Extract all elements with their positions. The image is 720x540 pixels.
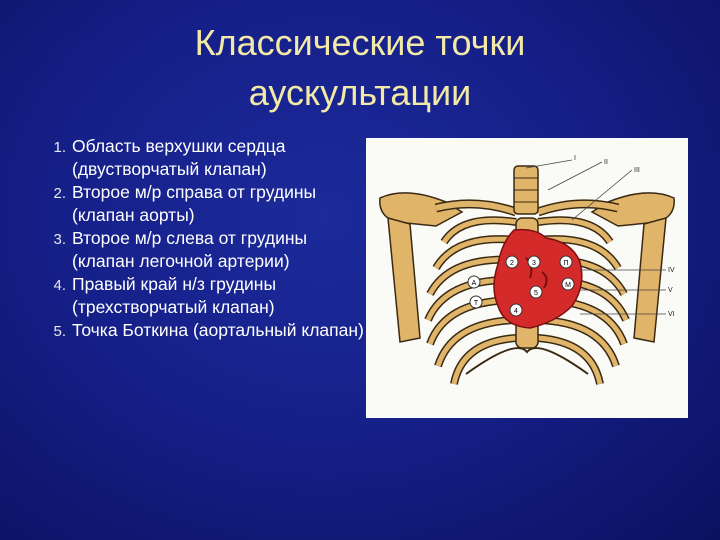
- costal-arch: [466, 348, 588, 374]
- ribcage-heart-diagram: [366, 138, 688, 418]
- list-text: Область верхушки сердца (двустворчатый клапан): [72, 136, 286, 179]
- point-label: M: [565, 282, 571, 289]
- list-number: 4.: [53, 277, 66, 294]
- point-label: 4: [514, 308, 518, 315]
- rib-label: II: [604, 159, 608, 166]
- list-text: Второе м/р справа от грудины (клапан аорты): [72, 182, 317, 225]
- list-number: 1.: [53, 139, 66, 156]
- point-label: П: [563, 260, 569, 267]
- rib-label: V: [668, 287, 673, 294]
- list-item: [38, 227, 368, 273]
- list-text: Точка Боткина (аортальный клапан): [72, 320, 364, 340]
- slide-title: [110, 18, 610, 118]
- auscultation-points-list: [38, 135, 368, 342]
- rib-label: IV: [668, 267, 675, 274]
- rib-label: VI: [668, 311, 675, 318]
- list-item: [38, 135, 368, 181]
- list-item: [38, 273, 368, 319]
- list-number: 2.: [53, 185, 66, 202]
- list-number: 5.: [53, 323, 66, 340]
- list-text: Правый край н/з грудины (трехстворчатый клапан): [72, 274, 277, 317]
- point-label: T: [473, 300, 479, 307]
- right-arm: [634, 218, 666, 342]
- point-label: A: [471, 280, 477, 287]
- title-line-2: аускультации: [248, 72, 472, 113]
- left-arm: [388, 218, 420, 342]
- list-item: [38, 319, 368, 342]
- rib-label: III: [634, 167, 640, 174]
- list-item: [38, 181, 368, 227]
- rib-label: I: [574, 155, 576, 162]
- chest-illustration: [366, 138, 688, 418]
- list-number: 3.: [53, 231, 66, 248]
- point-label: 3: [532, 260, 536, 267]
- title-line-1: Классические точки: [194, 22, 526, 63]
- point-label: 5: [534, 290, 538, 297]
- point-label: 2: [510, 260, 514, 267]
- list-text: Второе м/р слева от грудины (клапан легочной артерии): [72, 228, 308, 271]
